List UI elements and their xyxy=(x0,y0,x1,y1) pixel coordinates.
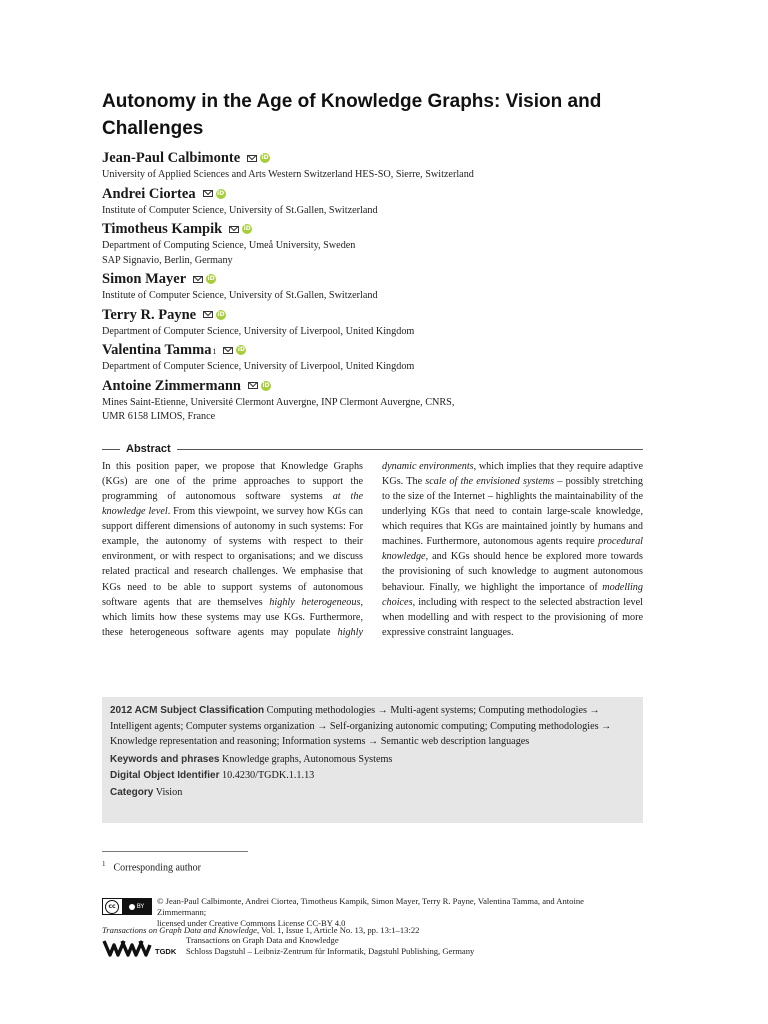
journal-details: , Vol. 1, Issue 1, Article No. 13, pp. 13:1–13:22 xyxy=(256,925,420,935)
author-affiliation: Mines Saint-Etienne, Université Clermont Auvergne, INP Clermont Auvergne, CNRS, xyxy=(102,396,455,408)
doi-label: Digital Object Identifier xyxy=(110,770,220,781)
envelope-icon[interactable] xyxy=(229,226,239,233)
orcid-icon[interactable]: iD xyxy=(262,381,270,389)
abstract-emphasis: at the knowledge level xyxy=(102,491,363,518)
footnote-number: 1 xyxy=(102,860,106,868)
abstract-segment: , which implies that they require adaptive KGs. The xyxy=(382,461,644,488)
license-text xyxy=(157,896,597,928)
publisher-info xyxy=(186,935,606,957)
abstract-segment: , including with respect to the selected abstraction level when modelling and with respect to the provisioning of more expressive constraint languages. xyxy=(382,596,643,638)
envelope-icon[interactable] xyxy=(193,276,203,283)
tgdk-logo-mark xyxy=(104,941,150,955)
author-name-row xyxy=(102,148,662,168)
author-name: Antoine Zimmermann xyxy=(102,377,241,394)
abstract-segment: . From this viewpoint, we survey how KGs can support different dimensions of autonomy in such systems: For example, the autonomy of systems with respect to their environment, or with respect to organisations; and we discuss related practical and research challenges. We emphasise that KGs need to be able to support systems of autonomous software agents that are themselves xyxy=(102,506,363,608)
abstract-emphasis: modelling choices xyxy=(382,581,643,608)
abstract-paragraph xyxy=(102,459,643,640)
envelope-icon[interactable] xyxy=(223,347,233,354)
author-name: Timotheus Kampik xyxy=(102,221,223,237)
orcid-icon[interactable]: iD xyxy=(243,225,251,232)
person-icon xyxy=(129,904,135,910)
author-entry xyxy=(102,269,662,304)
author-name: Andrei Ciortea xyxy=(102,185,196,202)
tgdk-logo xyxy=(102,937,182,959)
author-name-row xyxy=(102,219,662,239)
orcid-icon[interactable]: iD xyxy=(237,346,245,353)
author-footnote-mark: 1 xyxy=(212,347,217,356)
author-entry xyxy=(102,148,662,183)
footnote xyxy=(102,857,201,875)
abstract-heading xyxy=(102,441,643,457)
publisher-house: Schloss Dagstuhl – Leibniz-Zentrum für Informatik, Dagstuhl Publishing, Germany xyxy=(186,946,475,956)
orcid-icon[interactable]: iD xyxy=(207,275,215,282)
author-affiliation: Institute of Computer Science, University of St.Gallen, Switzerland xyxy=(102,290,378,301)
abstract-segment: , which limits how these systems may use KGs. Furthermore, these heterogeneous software agents may populate xyxy=(102,596,363,638)
author-entry xyxy=(102,376,662,425)
orcid-icon[interactable]: iD xyxy=(261,154,269,161)
paper-title: Autonomy in the Age of Knowledge Graphs: Vision and Challenges xyxy=(102,91,602,139)
author-affiliation: UMR 6158 LIMOS, France xyxy=(102,411,216,422)
cc-icon: cc xyxy=(105,900,119,914)
author-name-row xyxy=(102,269,662,289)
ccs-row xyxy=(110,703,635,750)
author-list xyxy=(102,148,662,425)
abstract-rule-left xyxy=(102,449,120,450)
author-affiliation: Department of Computer Science, University of Liverpool, United Kingdom xyxy=(102,361,415,372)
category-row xyxy=(110,785,635,801)
metadata-box xyxy=(102,697,643,823)
envelope-icon[interactable] xyxy=(247,155,257,162)
ccs-value: Computing methodologies → Multi-agent systems; Computing methodologies → Intelligent agents; Computer systems organization → Self-organizing autonomic computing; Computing methodologies → Knowledge representation and reasoning; Information systems → Semantic web description languages xyxy=(110,705,612,747)
author-name-row xyxy=(102,340,662,360)
orcid-icon[interactable]: iD xyxy=(217,310,225,318)
author-name: Terry R. Payne xyxy=(102,306,197,323)
author-name: Valentina Tamma xyxy=(102,342,212,358)
abstract-emphasis: highly heterogeneous xyxy=(269,596,361,608)
author-affiliation: Department of Computer Science, University of Liverpool, United Kingdom xyxy=(102,325,415,337)
abstract-emphasis: procedural knowledge xyxy=(382,536,643,563)
author-name-row xyxy=(102,376,662,396)
cc-by-license-badge[interactable] xyxy=(102,898,152,915)
author-entry xyxy=(102,305,662,340)
orcid-icon[interactable]: iD xyxy=(217,189,225,197)
author-entry xyxy=(102,219,662,268)
doi-value[interactable]: 10.4230/TGDK.1.1.13 xyxy=(222,770,315,781)
abstract-label: Abstract xyxy=(126,443,171,455)
copyright-line: © Jean-Paul Calbimonte, Andrei Ciortea, Timotheus Kampik, Simon Mayer, Terry R. Payne, Valentina Tamma, and Antoine Zimmermann; xyxy=(157,896,584,917)
author-affiliation: Department of Computing Science, Umeå University, Sweden xyxy=(102,240,356,251)
envelope-icon[interactable] xyxy=(248,382,258,389)
envelope-icon[interactable] xyxy=(203,190,213,197)
abstract-segment: In this position paper, we propose that Knowledge Graphs (KGs) are one of the prime approaches to support the programming of autonomous software systems xyxy=(102,461,363,503)
author-name: Simon Mayer xyxy=(102,271,187,287)
category-label: Category xyxy=(110,786,154,798)
abstract-text xyxy=(102,459,643,640)
by-label: BY xyxy=(136,903,145,910)
envelope-icon[interactable] xyxy=(203,311,213,318)
by-icon xyxy=(122,899,151,914)
tgdk-logo-text: TGDK xyxy=(155,947,177,956)
author-entry xyxy=(102,340,662,375)
footnote-text: Corresponding author xyxy=(113,862,201,874)
keywords-value: Knowledge graphs, Autonomous Systems xyxy=(222,753,393,765)
ccs-label: 2012 ACM Subject Classification xyxy=(110,705,265,716)
keywords-row xyxy=(110,752,635,768)
category-value: Vision xyxy=(155,786,183,798)
abstract-emphasis: highly dynamic environments xyxy=(337,461,474,638)
license-line[interactable]: licensed under Creative Commons License CC-BY 4.0 xyxy=(157,917,346,928)
author-name: Jean-Paul Calbimonte xyxy=(102,150,241,166)
abstract-segment: , and KGs should hence be explored more towards the provisioning of such knowledge to augment autonomous behaviour. Finally, we highlight the importance of xyxy=(382,551,643,593)
author-entry xyxy=(102,184,662,219)
author-name-row xyxy=(102,305,662,325)
abstract-emphasis: scale of the envisioned systems xyxy=(425,476,555,488)
abstract-segment: – possibly stretching to the size of the Internet – highlights the maintainability of the underlying KGs that need to contain large-scale knowledge, which requires that KGs are maintained jointly by humans and machines. Furthermore, autonomous agents require xyxy=(382,476,643,548)
keywords-label: Keywords and phrases xyxy=(110,753,220,765)
doi-row xyxy=(110,768,635,784)
abstract-rule-right xyxy=(177,449,643,450)
author-name-row xyxy=(102,184,662,204)
footnote-rule xyxy=(102,851,248,852)
publisher-journal: Transactions on Graph Data and Knowledge xyxy=(186,935,339,945)
journal-name: Transactions on Graph Data and Knowledge xyxy=(102,925,257,935)
author-affiliation: Institute of Computer Science, University of St.Gallen, Switzerland xyxy=(102,204,378,216)
author-affiliation: SAP Signavio, Berlin, Germany xyxy=(102,254,233,266)
author-affiliation: University of Applied Sciences and Arts Western Switzerland HES-SO, Sierre, Switzerland xyxy=(102,169,474,180)
